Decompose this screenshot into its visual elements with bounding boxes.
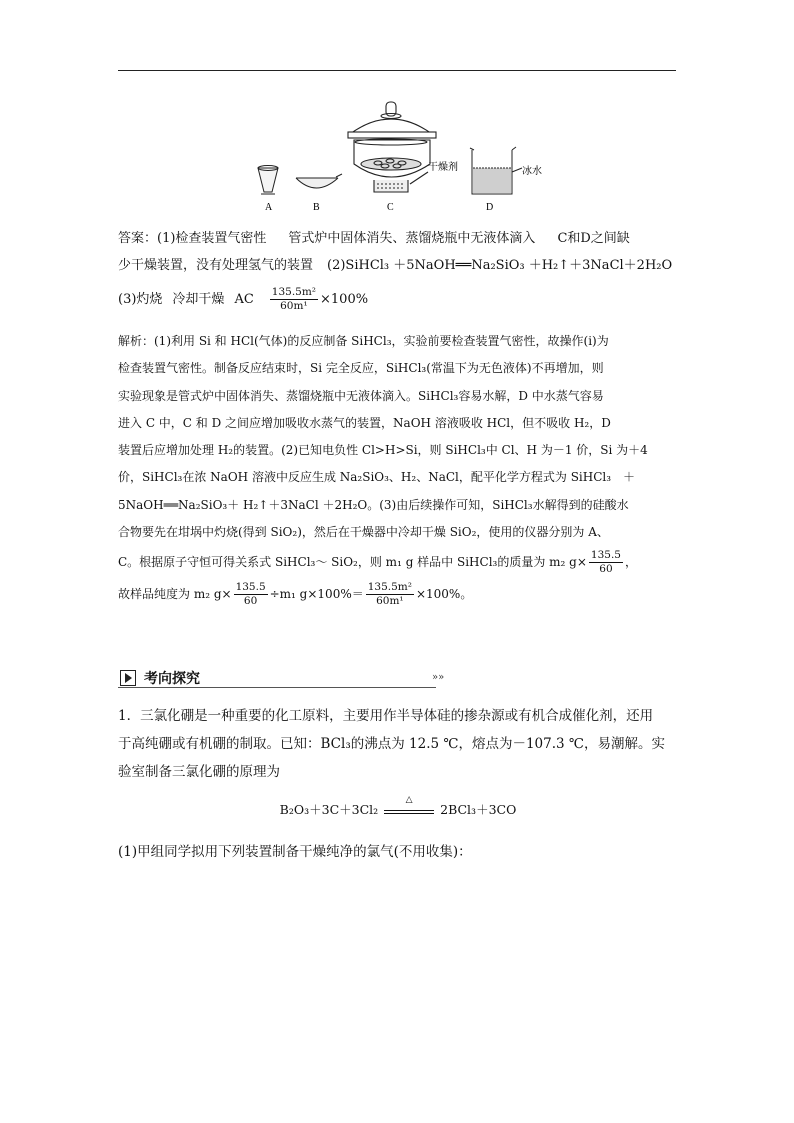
question-line: 验室制备三氯化硼的原理为 bbox=[118, 764, 280, 780]
answer-line-3: (3)灼烧 冷却干燥 AC $\frac{\text{135.5m²}}{\text{60m¹}}$ ×100% bbox=[118, 285, 369, 312]
purity-fraction-1: $\frac{135.5}{60}$ bbox=[235, 580, 266, 607]
explanation-block bbox=[118, 328, 678, 610]
explanation-line: 进入 C 中，C 和 D 之间应增加吸收水蒸气的装置，NaOH 溶液吸收 HCl，但不吸收 H₂，D bbox=[118, 415, 611, 430]
label-b: B bbox=[313, 202, 320, 213]
answer-fraction: $\frac{\text{135.5m²}}{\text{60m¹}}$ bbox=[271, 285, 317, 312]
question-line: 于高纯硼或有机硼的制取。已知：BCl₃的沸点为 12.5 ℃，熔点为－107.3 ℃，易潮解。实 bbox=[118, 736, 666, 752]
explanation-line: 装置后应增加处理 H₂的装置。(2)已知电负性 Cl>H>Si，则 SiHCl₃中 Cl、H 为－1 价，Si 为＋4 bbox=[118, 443, 648, 458]
answer-line-1: 答案：(1)检查装置气密性 管式炉中固体消失、蒸馏烧瓶中无液体滴入 C和D之间缺 bbox=[118, 231, 630, 246]
ice-water-label: 冰水 bbox=[522, 166, 542, 177]
label-c: C bbox=[387, 202, 394, 213]
section-header bbox=[118, 668, 448, 688]
explanation-line: 检查装置气密性。制备反应结束时，Si 完全反应，SiHCl₃(常温下为无色液体)不再增加，则 bbox=[118, 361, 604, 376]
section-title: 考向探究 bbox=[144, 671, 200, 687]
section-underline bbox=[118, 687, 436, 688]
desiccator-c bbox=[348, 102, 436, 192]
reaction-equation: B₂O₃＋3C＋3Cl₂ △ 2BCl₃＋3CO bbox=[279, 794, 517, 817]
answer-line-2: 少干燥装置，没有处理氢气的装置 (2)SiHCl₃ ＋5NaOH══Na₂SiO₃ ＋H₂↑＋3NaCl＋2H₂O bbox=[118, 258, 673, 273]
mass-fraction: $\frac{135.5}{60}$ bbox=[590, 548, 621, 575]
header-rule bbox=[118, 70, 676, 71]
explanation-line: 价，SiHCl₃在浓 NaOH 溶液中反应生成 Na₂SiO₃、H₂、NaCl，配平化学方程式为 SiHCl₃ ＋ bbox=[118, 470, 636, 485]
reaction-arrow bbox=[384, 794, 434, 818]
chevron-right-icon: »» bbox=[432, 672, 445, 683]
question-block bbox=[118, 702, 678, 786]
evaporating-dish-b bbox=[296, 174, 342, 188]
explanation-line-10: 故样品纯度为 m₂ g× $\frac{135.5}{60}$ ÷m₁ g×100%＝ $\frac{\text{135.5m²}}{\text{60m¹}}$ ×100%。 bbox=[118, 580, 473, 607]
explanation-line: 5NaOH══Na₂SiO₃＋ H₂↑＋3NaCl ＋2H₂O。(3)由后续操作可知，SiHCl₃水解得到的硅酸水 bbox=[118, 497, 629, 512]
apparatus-illustration bbox=[250, 100, 560, 218]
explanation-line: 合物要先在坩埚中灼烧(得到 SiO₂)，然后在干燥器中冷却干燥 SiO₂，使用的仪器分别为 A、 bbox=[118, 525, 609, 540]
crucible-a bbox=[258, 166, 278, 195]
label-a: A bbox=[265, 202, 273, 213]
desiccant-label: 干燥剂 bbox=[428, 162, 458, 173]
question-line: 1．三氯化硼是一种重要的化工原料，主要用作半导体硅的掺杂源或有机合成催化剂，还用 bbox=[118, 708, 654, 724]
apparatus-figure bbox=[250, 100, 560, 218]
beaker-d bbox=[470, 147, 522, 194]
heat-condition: △ bbox=[405, 794, 413, 805]
sub-question-1: (1)甲组同学拟用下列装置制备干燥纯净的氯气(不用收集)： bbox=[118, 844, 472, 860]
explanation-line-9: C。根据原子守恒可得关系式 SiHCl₃～ SiO₂，则 m₁ g 样品中 SiHCl₃的质量为 m₂ g× $\frac{135.5}{60}$ ， bbox=[118, 548, 637, 575]
explanation-line: 解析：(1)利用 Si 和 HCl(气体)的反应制备 SiHCl₃，实验前要检查装置气密性，故操作(ⅰ)为 bbox=[118, 334, 609, 348]
play-marker-icon bbox=[120, 670, 136, 686]
explanation-line: 实验现象是管式炉中固体消失、蒸馏烧瓶中无液体滴入。SiHCl₃容易水解，D 中水蒸气容易 bbox=[118, 388, 604, 403]
purity-fraction-2: $\frac{\text{135.5m²}}{\text{60m¹}}$ bbox=[367, 580, 412, 607]
answer-block bbox=[118, 225, 678, 319]
label-d: D bbox=[486, 202, 494, 213]
